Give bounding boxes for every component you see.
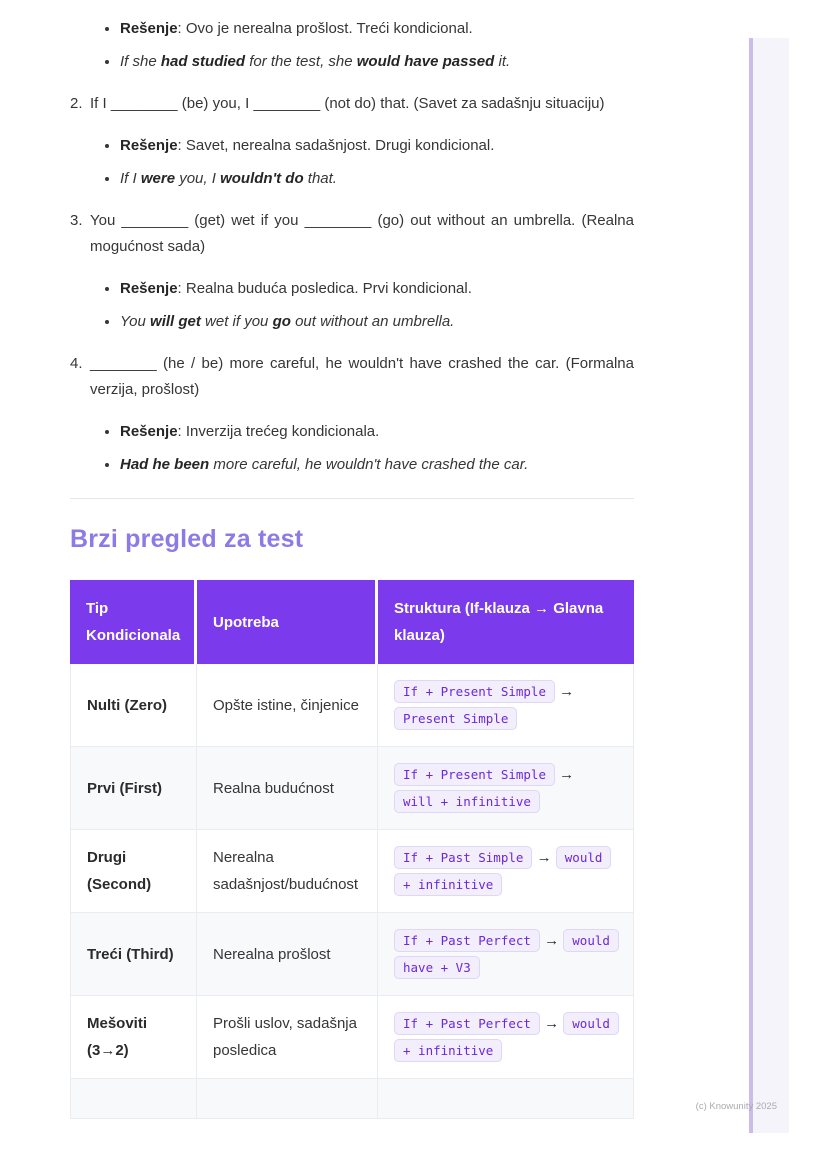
empty-cell	[70, 1079, 197, 1119]
code-chip-if-clause: If + Past Simple	[394, 846, 532, 869]
usage-cell: Nerealna sadašnjost/budućnost	[197, 830, 378, 913]
item4-bullets	[70, 419, 634, 478]
example-bold: would have passed	[356, 53, 495, 70]
table-row-zero	[70, 664, 634, 747]
code-chip-if-clause: If + Past Perfect	[394, 929, 540, 952]
code-chip-if-clause: If + Present Simple	[394, 763, 555, 786]
structure-cell	[378, 664, 634, 747]
question-number: 2.	[70, 95, 83, 112]
solution-bullet	[120, 276, 634, 302]
question-number: 4.	[70, 355, 83, 372]
example-text: wet if you	[200, 313, 273, 330]
document-content	[70, 0, 634, 1119]
solution-bullet	[120, 16, 634, 42]
structure-cell	[378, 913, 634, 996]
code-chip-if-clause: If + Present Simple	[394, 680, 555, 703]
example-bold: will get	[150, 313, 201, 330]
solution-label: Rešenje	[120, 137, 178, 154]
usage-cell: Opšte istine, činjenice	[197, 664, 378, 747]
question-item-4	[70, 351, 634, 403]
page-edge-strip	[749, 38, 789, 1133]
example-bullet	[120, 49, 634, 75]
example-text: You	[120, 313, 151, 330]
usage-cell: Prošli uslov, sadašnja posledica	[197, 996, 378, 1079]
code-chip-main-clause: Present Simple	[394, 707, 517, 730]
table-row-first	[70, 747, 634, 830]
solution-text: : Ovo je nerealna prošlost. Treći kondicional.	[177, 20, 473, 37]
example-bold: go	[272, 313, 291, 330]
example-bold: were	[140, 170, 176, 187]
table-header	[70, 580, 634, 664]
solution-bullet	[120, 133, 634, 159]
conditionals-review-table	[70, 580, 634, 1119]
code-chip-if-clause: If + Past Perfect	[394, 1012, 540, 1035]
solution-label: Rešenje	[120, 20, 178, 37]
header-cell-use: Upotreba	[197, 580, 378, 664]
question-text: ________ (he / be) more careful, he wouldn't have crashed the car. (Formalna verzija, prošlost)	[90, 355, 634, 398]
arrow-icon: →	[544, 1015, 560, 1032]
example-bullet	[120, 452, 634, 478]
code-chip-main-clause: would + infinitive	[394, 1012, 619, 1062]
example-bold: wouldn't do	[220, 170, 304, 187]
solution-text: : Savet, nerealna sadašnjost. Drugi kondicional.	[177, 137, 495, 154]
question-number: 3.	[70, 212, 83, 229]
item1-bullets	[70, 16, 634, 75]
type-cell: Mešoviti (3→2)	[70, 996, 197, 1079]
empty-cell	[378, 1079, 634, 1119]
solution-label: Rešenje	[120, 423, 178, 440]
example-text: more careful, he wouldn't have crashed the car.	[209, 456, 529, 473]
usage-cell: Realna budućnost	[197, 747, 378, 830]
structure-cell	[378, 996, 634, 1079]
solution-text: : Inverzija trećeg kondicionala.	[177, 423, 380, 440]
watermark: (c) Knowunity 2025	[695, 1101, 777, 1112]
structure-cell	[378, 830, 634, 913]
example-text: If I	[120, 170, 141, 187]
arrow-icon: →	[559, 766, 575, 783]
example-bullet	[120, 166, 634, 192]
type-cell: Treći (Third)	[70, 913, 197, 996]
table-header-row	[70, 580, 634, 664]
example-text: you, I	[175, 170, 221, 187]
table-row-third	[70, 913, 634, 996]
type-cell: Drugi (Second)	[70, 830, 197, 913]
header-cell-type: Tip Kondicionala	[70, 580, 197, 664]
example-text: it.	[494, 53, 511, 70]
example-text: that.	[303, 170, 337, 187]
table-row-mixed	[70, 996, 634, 1079]
item2-bullets	[70, 133, 634, 192]
arrow-icon: →	[544, 932, 560, 949]
item3-bullets	[70, 276, 634, 335]
code-chip-main-clause: would have + V3	[394, 929, 619, 979]
arrow-icon: →	[536, 849, 552, 866]
arrow-icon: →	[559, 683, 575, 700]
type-cell: Prvi (First)	[70, 747, 197, 830]
example-text: for the test, she	[245, 53, 357, 70]
section-heading: Brzi pregled za test	[70, 525, 304, 553]
code-chip-main-clause: would + infinitive	[394, 846, 611, 896]
question-text: If I ________ (be) you, I ________ (not do) that. (Savet za sadašnju situaciju)	[90, 95, 605, 112]
question-item-2	[70, 91, 634, 117]
example-bold: had studied	[160, 53, 246, 70]
structure-cell	[378, 747, 634, 830]
type-cell: Nulti (Zero)	[70, 664, 197, 747]
example-bold: Had he been	[120, 456, 210, 473]
example-text: out without an umbrella.	[290, 313, 455, 330]
header-cell-structure: Struktura (If-klauza → Glavna klauza)	[378, 580, 634, 664]
example-text: If she	[120, 53, 161, 70]
question-item-3	[70, 208, 634, 260]
empty-cell	[197, 1079, 378, 1119]
question-text: You ________ (get) wet if you ________ (go) out without an umbrella. (Realna mogućnost sada)	[90, 212, 634, 255]
table-row-second	[70, 830, 634, 913]
solution-bullet	[120, 419, 634, 445]
section-divider	[70, 498, 634, 499]
table-row-clipped	[70, 1079, 634, 1119]
solution-text: : Realna buduća posledica. Prvi kondicional.	[177, 280, 472, 297]
example-bullet	[120, 309, 634, 335]
usage-cell: Nerealna prošlost	[197, 913, 378, 996]
code-chip-main-clause: will + infinitive	[394, 790, 540, 813]
solution-label: Rešenje	[120, 280, 178, 297]
